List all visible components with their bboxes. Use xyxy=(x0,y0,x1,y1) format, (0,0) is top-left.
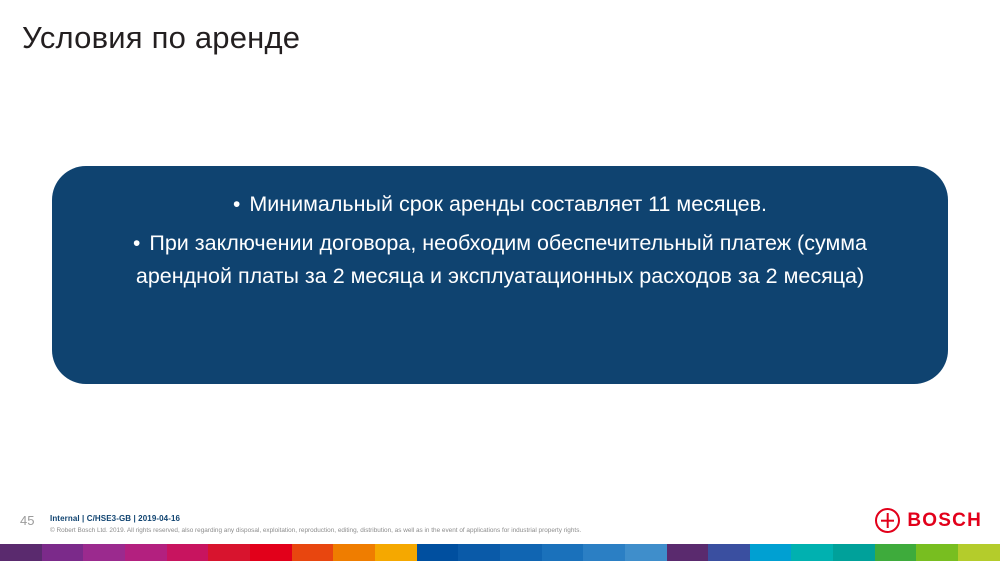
color-bar-segment xyxy=(83,544,125,561)
color-bar-segment xyxy=(0,544,42,561)
color-bar-segment xyxy=(375,544,417,561)
page-title: Условия по аренде xyxy=(22,20,301,55)
list-item xyxy=(98,227,902,293)
brand-color-bar xyxy=(0,544,1000,561)
color-bar-segment xyxy=(583,544,625,561)
footer-separator-1: | xyxy=(82,514,85,523)
color-bar-segment xyxy=(42,544,84,561)
list-item-text: При заключении договора, необходим обеспечительный платеж (сумма арендной платы за 2 месяца и эксплуатационных расходов за 2 месяца) xyxy=(135,230,867,288)
color-bar-segment xyxy=(625,544,667,561)
bullet-list xyxy=(98,188,902,298)
color-bar-segment xyxy=(458,544,500,561)
footer-date: 2019-04-16 xyxy=(138,514,181,523)
color-bar-segment xyxy=(125,544,167,561)
list-item xyxy=(98,188,902,221)
footer-legal-text: © Robert Bosch Ltd. 2019. All rights reserved, also regarding any disposal, exploitation, reproduction, editing, distribution, as well as in the event of applications for industrial property rights. xyxy=(50,527,582,534)
footer-classification: Internal xyxy=(50,514,80,523)
page-number: 45 xyxy=(20,513,35,528)
highlight-callout-box xyxy=(52,166,948,384)
color-bar-segment xyxy=(542,544,584,561)
color-bar-segment xyxy=(791,544,833,561)
color-bar-segment xyxy=(250,544,292,561)
bullet-marker-icon: • xyxy=(232,193,241,216)
list-item-text: Минимальный срок аренды составляет 11 месяцев. xyxy=(249,192,767,216)
color-bar-segment xyxy=(667,544,709,561)
bullet-marker-icon: • xyxy=(133,231,141,255)
footer-department: C/HSE3-GB xyxy=(86,514,132,523)
footer-meta xyxy=(50,514,180,523)
color-bar-segment xyxy=(292,544,334,561)
bosch-wordmark: BOSCH xyxy=(907,509,982,531)
color-bar-segment xyxy=(958,544,1000,561)
color-bar-segment xyxy=(875,544,917,561)
color-bar-segment xyxy=(708,544,750,561)
color-bar-segment xyxy=(417,544,459,561)
bosch-anchor-icon xyxy=(875,508,900,533)
color-bar-segment xyxy=(916,544,958,561)
footer-separator-2: | xyxy=(133,514,136,523)
color-bar-segment xyxy=(750,544,792,561)
color-bar-segment xyxy=(500,544,542,561)
color-bar-segment xyxy=(833,544,875,561)
color-bar-segment xyxy=(208,544,250,561)
color-bar-segment xyxy=(167,544,209,561)
color-bar-segment xyxy=(333,544,375,561)
bosch-logo xyxy=(875,508,982,533)
